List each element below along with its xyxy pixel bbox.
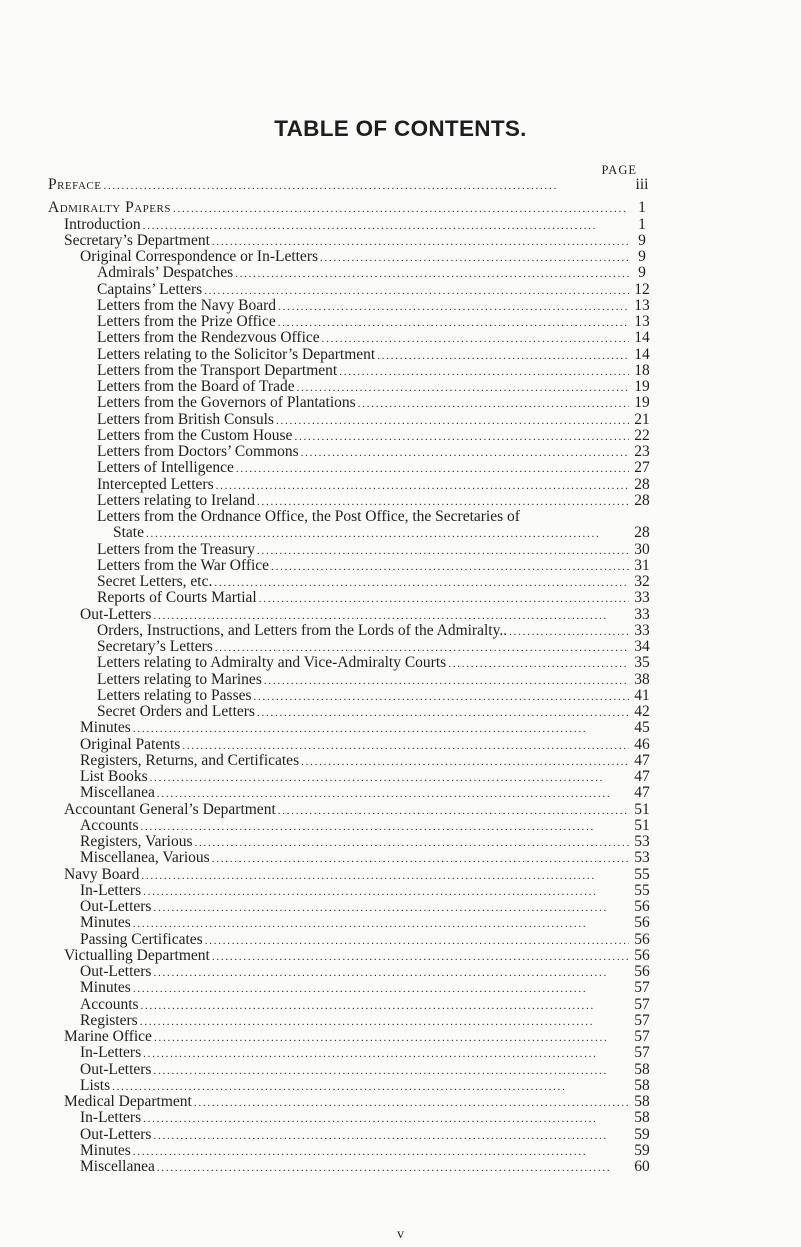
toc-entry-label: Miscellanea, Various xyxy=(80,849,210,867)
toc-entry-label: Letters relating to the Solicitor’s Department xyxy=(97,345,376,363)
toc-entry-label: Miscellanea xyxy=(80,1158,155,1175)
toc-entry-label: Accounts xyxy=(80,995,139,1013)
toc-entry-label: Minutes xyxy=(80,1141,131,1159)
toc-entry-label: Victualling Department xyxy=(64,946,210,964)
toc-entry-page: 47 xyxy=(634,768,650,785)
toc-entry-page: 33 xyxy=(634,589,650,607)
toc-entry-page: 53 xyxy=(634,833,650,850)
toc-entry-label: Letters from the Board of Trade xyxy=(97,378,295,395)
toc-entry-page: 47 xyxy=(634,751,650,769)
toc-entry-page: 38 xyxy=(634,670,650,688)
page-number: v xyxy=(397,1227,404,1242)
toc-entry-page: 23 xyxy=(634,443,650,460)
toc-entry-label: Preface xyxy=(48,176,102,193)
toc-entry-label: Marine Office xyxy=(64,1028,152,1045)
toc-entry-label: Admiralty Papers xyxy=(48,199,171,217)
toc-entry-label: Out-Letters xyxy=(80,1060,152,1078)
dot-leader xyxy=(103,178,629,195)
toc-entry-page: 58 xyxy=(634,1076,650,1094)
toc-entry-page: 42 xyxy=(634,703,650,720)
toc-entry-label: Letters relating to Passes xyxy=(97,686,252,704)
toc-entry-label: Out-Letters xyxy=(80,605,152,623)
toc-entry-label: Letters relating to Marines xyxy=(97,670,262,688)
toc-entry-page: 19 xyxy=(634,394,650,412)
toc-entry-page: 21 xyxy=(634,410,650,428)
toc-entry-page: 55 xyxy=(634,881,650,899)
toc-entry-page: 51 xyxy=(634,800,650,818)
toc-entry-label: Letters from the Ordnance Office, the Post Office, the Secretaries of xyxy=(97,508,520,525)
toc-entry-label: Registers xyxy=(80,1011,138,1029)
toc-entry-page: 56 xyxy=(634,898,650,915)
toc-entry-page: 57 xyxy=(634,995,650,1013)
toc-entry-label: Letters from the Governors of Plantations xyxy=(97,394,356,412)
toc-entry-label: Reports of Courts Martial xyxy=(97,589,257,607)
toc-entry-page: 28 xyxy=(634,524,650,542)
toc-entry-page: 35 xyxy=(634,654,650,672)
toc-entry-page: 58 xyxy=(634,1093,650,1110)
page-title: TABLE OF CONTENTS. xyxy=(274,116,527,141)
toc-entry-page: 13 xyxy=(634,296,650,314)
toc-entry-label: In-Letters xyxy=(80,1044,142,1062)
toc-entry xyxy=(48,176,653,195)
toc-entry-page: 14 xyxy=(634,345,650,363)
toc-entry-page: 13 xyxy=(634,313,650,330)
toc-entry-label: Letters from the Custom House xyxy=(97,426,293,444)
toc-entry-label: Letters from British Consuls xyxy=(97,410,274,428)
toc-entry-label: State xyxy=(113,524,144,542)
toc-entry-label: Letters from the Navy Board xyxy=(97,296,277,314)
toc-entry xyxy=(80,1158,653,1177)
toc-entry-label: Minutes xyxy=(80,719,131,737)
toc-entry-label: Orders, Instructions, and Letters from the Lords of the Admiralty.. xyxy=(97,621,508,639)
toc-entry-label: Registers, Various xyxy=(80,833,193,850)
toc-entry-page: 32 xyxy=(634,573,650,590)
toc-entry-label: Intercepted Letters xyxy=(97,475,214,493)
toc-entry-page: 51 xyxy=(634,816,650,834)
toc-entry-label: Letters of Intelligence xyxy=(97,459,234,477)
toc-entry-page: 46 xyxy=(634,735,650,753)
toc-entry-page: 59 xyxy=(634,1125,650,1143)
toc-entry-label: Secret Letters, etc. xyxy=(97,573,213,590)
toc-entry-page: 55 xyxy=(634,865,650,883)
toc-entry-label: Letters from the Prize Office xyxy=(97,313,276,330)
toc-entry-page: 14 xyxy=(634,329,650,347)
toc-entry-label: Letters from the Rendezvous Office xyxy=(97,329,320,347)
page-column-heading: PAGE xyxy=(601,163,637,177)
toc-entry-page: 28 xyxy=(634,491,650,509)
toc-entry-label: Letters from the Treasury xyxy=(97,540,255,558)
toc-entry-page: 1 xyxy=(638,215,646,233)
toc-entry-label: Letters from Doctors’ Commons xyxy=(97,443,299,460)
toc-entry-page: 56 xyxy=(634,914,650,932)
toc-entry-label: Letters from the Transport Department xyxy=(97,361,338,379)
toc-entry-page: 45 xyxy=(634,719,650,737)
toc-entry-label: Original Patents xyxy=(80,735,181,753)
toc-entry-label: Out-Letters xyxy=(80,898,152,915)
toc-entry-label: Admirals’ Despatches xyxy=(97,264,234,282)
toc-entry-page: 28 xyxy=(634,475,650,493)
toc-entry-page: 60 xyxy=(634,1158,650,1175)
toc-entry-label: In-Letters xyxy=(80,1109,142,1127)
toc-entry-label: Minutes xyxy=(80,979,131,997)
toc-entry-label: Out-Letters xyxy=(80,1125,152,1143)
toc-entry-page: 9 xyxy=(638,248,646,265)
toc-entry-page: 33 xyxy=(634,621,650,639)
toc-entry-label: Minutes xyxy=(80,914,131,932)
toc-entry-label: Secret Orders and Letters xyxy=(97,703,255,720)
toc-entry-label: Accounts xyxy=(80,816,139,834)
toc-entry-label: Navy Board xyxy=(64,865,140,883)
toc-entry-label: Letters relating to Admiralty and Vice-Admiralty Courts xyxy=(97,654,447,672)
toc-entry-label: Passing Certificates xyxy=(80,930,203,948)
toc-entry-page: 18 xyxy=(634,361,650,379)
toc-entry-page: 56 xyxy=(634,946,650,964)
toc-entry-page: 47 xyxy=(634,784,650,802)
toc-entry-page: 41 xyxy=(634,686,650,704)
toc-entry-label: Secretary’s Letters xyxy=(97,638,213,655)
toc-entry-page: 58 xyxy=(634,1109,650,1127)
toc-entry-label: Introduction xyxy=(64,215,141,233)
toc-entry-page: 57 xyxy=(634,1044,650,1062)
toc-entry-page: 31 xyxy=(634,556,650,574)
toc-entry-page: 56 xyxy=(634,963,650,980)
toc-entry-label: Letters from the War Office xyxy=(97,556,270,574)
dot-leader xyxy=(157,1160,629,1177)
toc-entry-label: Captains’ Letters xyxy=(97,280,203,298)
toc-entry-page: iii xyxy=(635,176,649,193)
toc-entry-page: 22 xyxy=(634,426,650,444)
toc-entry-page: 27 xyxy=(634,459,650,477)
toc-entry-label: Registers, Returns, and Certificates xyxy=(80,751,300,769)
toc-entry-label: Original Correspondence or In-Letters xyxy=(80,248,319,265)
toc-entry-label: Lists xyxy=(80,1076,111,1094)
toc-entry-page: 59 xyxy=(634,1141,650,1159)
toc-entry-page: 57 xyxy=(634,979,650,997)
toc-entry-label: Medical Department xyxy=(64,1093,192,1110)
toc-entry-label: Out-Letters xyxy=(80,963,152,980)
toc-entry-page: 58 xyxy=(634,1060,650,1078)
toc-entry-label: Accountant General’s Department xyxy=(64,800,276,818)
toc-entry-label: Secretary’s Department xyxy=(64,231,210,249)
toc-entry-page: 19 xyxy=(634,378,650,395)
toc-entry-label: In-Letters xyxy=(80,881,142,899)
toc-entry-page: 57 xyxy=(634,1011,650,1029)
toc-entry-label: List Books xyxy=(80,768,148,785)
toc-entry-page: 1 xyxy=(638,199,646,217)
toc-entry-page: 9 xyxy=(638,231,646,249)
toc-entry-page: 9 xyxy=(638,264,646,282)
toc-entry-page: 57 xyxy=(634,1028,650,1045)
toc-entry-page: 30 xyxy=(634,540,650,558)
toc-entry-page: 53 xyxy=(634,849,650,867)
toc-entry-label: Letters relating to Ireland xyxy=(97,491,255,509)
toc-entry-label: Miscellanea xyxy=(80,784,155,802)
toc-entry-page: 56 xyxy=(634,930,650,948)
toc-entry-page: 33 xyxy=(634,605,650,623)
toc-entry-page: 34 xyxy=(634,638,650,655)
toc-entry-page: 12 xyxy=(634,280,650,298)
